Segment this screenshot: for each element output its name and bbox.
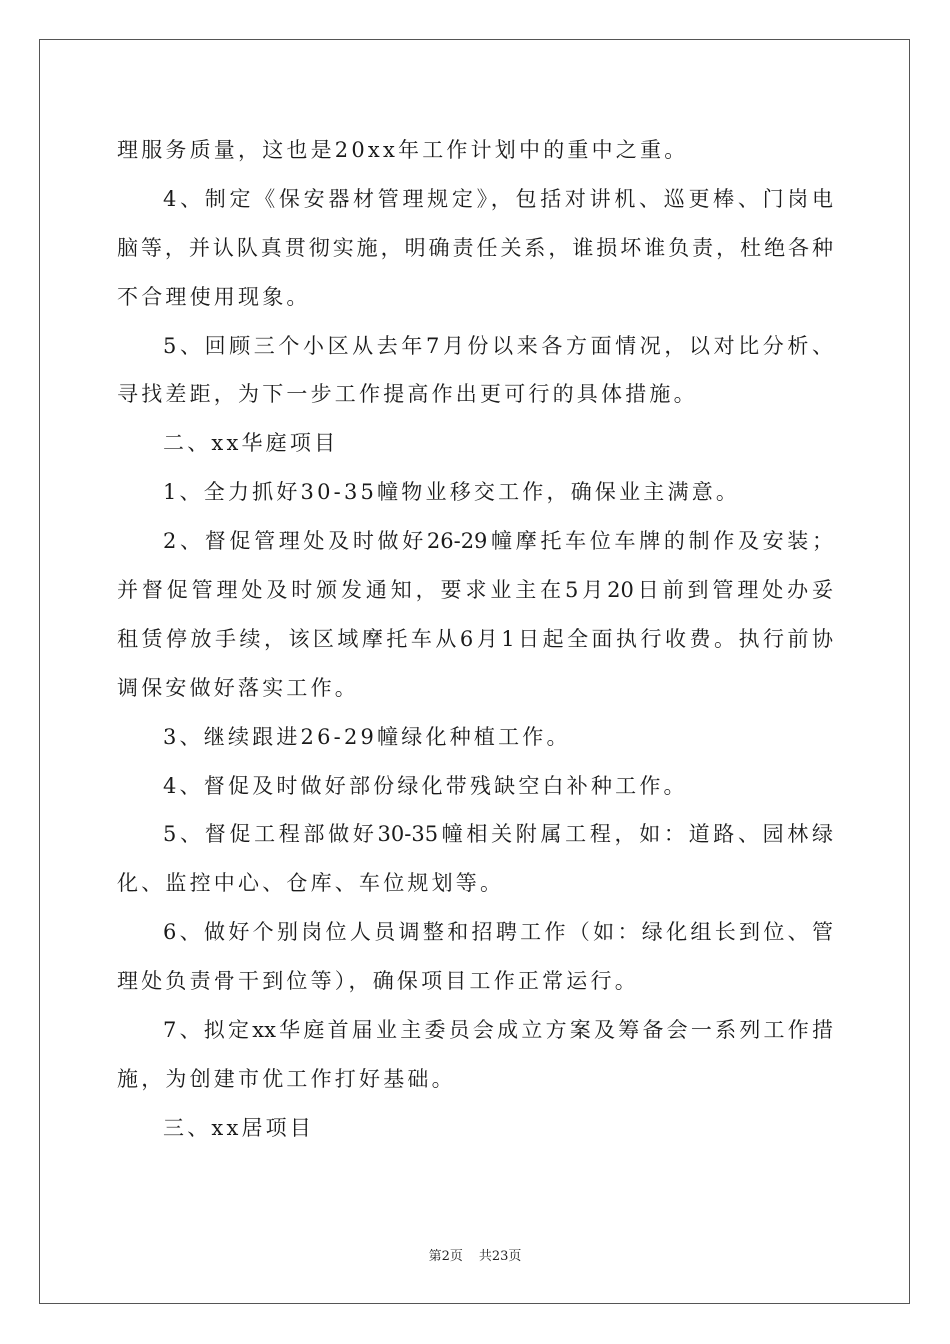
document-body [117, 126, 833, 1153]
text-line: 5、回顾三个小区从去年7月份以来各方面情况，以对比分析、 [163, 333, 833, 358]
text-line: 施，为创建市优工作打好基础。 [117, 1066, 456, 1091]
text-line: 4、制定《保安器材管理规定》，包括对讲机、巡更棒、门岗电 [163, 186, 833, 211]
page-total: 共23页 [478, 1249, 522, 1264]
page-footer [0, 1245, 950, 1264]
section-heading: 三、xx居项目 [163, 1115, 315, 1140]
text-line: 4、督促及时做好部份绿化带残缺空白补种工作。 [163, 773, 688, 798]
section-heading: 二、xx华庭项目 [163, 431, 339, 456]
page-number: 第2页 [428, 1249, 463, 1264]
text-line: 6、做好个别岗位人员调整和招聘工作（如：绿化组长到位、管 [163, 920, 833, 945]
text-line: 并督促管理处及时颁发通知，要求业主在5月20日前到管理处办妥 [117, 578, 833, 603]
text-line: 理服务质量，这也是20xx年工作计划中的重中之重。 [117, 138, 689, 162]
text-line: 化、监控中心、仓库、车位规划等。 [117, 871, 505, 896]
text-line: 3、继续跟进26-29幢绿化种植工作。 [163, 724, 571, 749]
text-line: 调保安做好落实工作。 [117, 675, 359, 700]
text-line: 5、督促工程部做好30-35幢相关附属工程，如：道路、园林绿 [163, 822, 833, 847]
text-line: 不合理使用现象。 [117, 284, 311, 309]
text-line: 租赁停放手续，该区域摩托车从6月1日起全面执行收费。执行前协 [117, 626, 833, 651]
text-line: 脑等，并认队真贯彻实施，明确责任关系，谁损坏谁负责，杜绝各种 [117, 235, 833, 260]
text-line: 理处负责骨干到位等），确保项目工作正常运行。 [117, 969, 639, 994]
text-line: 1、全力抓好30-35幢物业移交工作，确保业主满意。 [163, 480, 741, 505]
text-line: 7、拟定xx华庭首届业主委员会成立方案及筹备会一系列工作措 [163, 1018, 833, 1043]
text-line: 2、督促管理处及时做好26-29幢摩托车位车牌的制作及安装； [163, 529, 833, 554]
text-line: 寻找差距，为下一步工作提高作出更可行的具体措施。 [117, 382, 698, 407]
